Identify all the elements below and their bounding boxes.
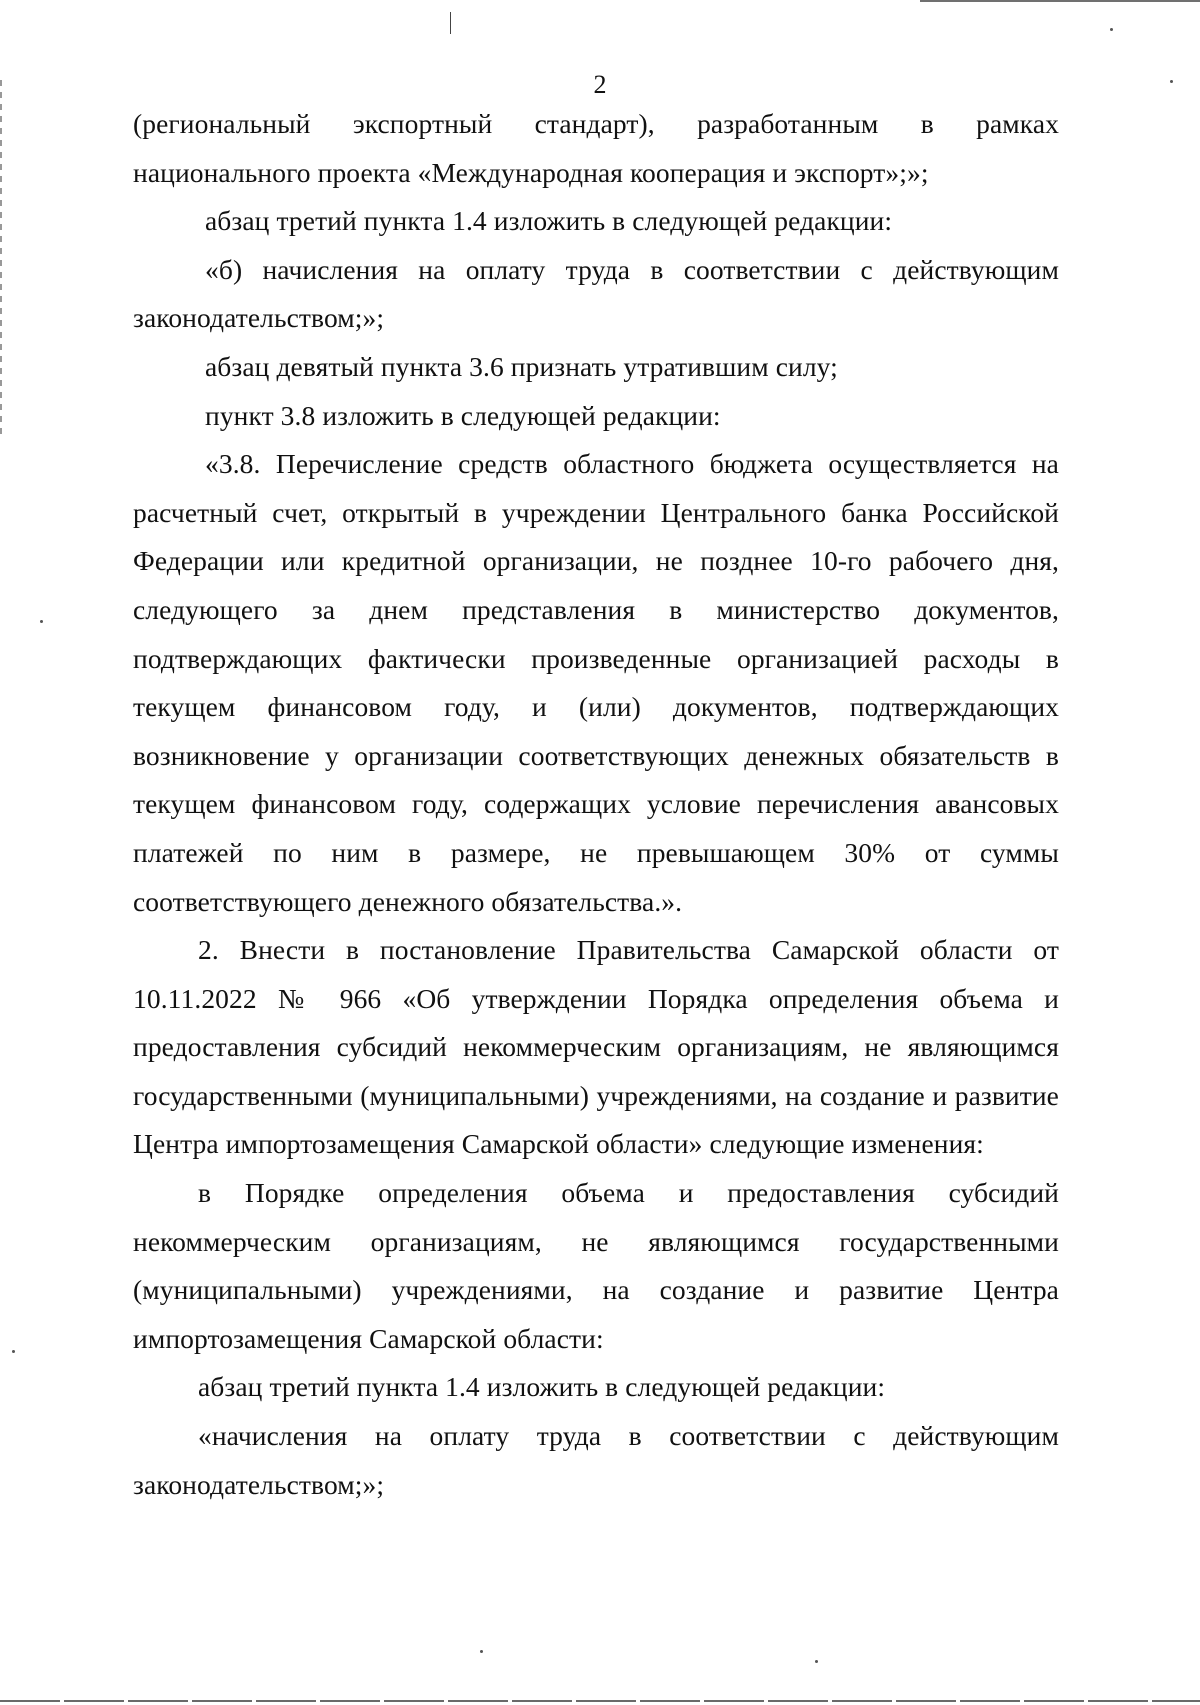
paragraph: абзац девятый пункта 3.6 признать утратившим силу; — [205, 350, 838, 382]
scan-tick-artifact — [450, 12, 451, 34]
scan-dot — [480, 1650, 483, 1653]
paragraph: пункт 3.8 изложить в следующей редакции: — [205, 399, 721, 431]
scan-dot — [815, 1660, 818, 1663]
scan-top-artifact — [920, 0, 1200, 2]
paragraph: (региональный экспортный стандарт), разработанным в рамках национального проекта «Международная кооперация и экспорт»;»; — [133, 108, 1059, 188]
scan-edge-artifact — [0, 80, 2, 440]
paragraph: в Порядке определения объема и предоставления субсидий некоммерческим организациям, не являющимся государственными (муниципальными) учреждениями, на создание и развитие Центра импортозамещения Самарской области: — [133, 1177, 1059, 1354]
scan-dot — [1110, 28, 1113, 31]
scan-dot — [40, 620, 43, 623]
page-number: 2 — [593, 70, 607, 99]
scan-bottom-artifact — [0, 1700, 1200, 1702]
paragraph: 2. Внести в постановление Правительства Самарской области от 10.11.2022 № 966 «Об утверждении Порядка определения объема и предоставления субсидий некоммерческим организациям, не являющимся государственными (муниципальными) учреждениями, на создание и развитие Центра импортозамещения Самарской области» следующие изменения: — [133, 934, 1059, 1160]
paragraph: абзац третий пункта 1.4 изложить в следующей редакции: — [205, 205, 893, 237]
paragraph: «3.8. Перечисление средств областного бюджета осуществляется на расчетный счет, открытый в учреждении Центрального банка Российской Федерации или кредитной организации, не позднее 10-го рабочего дня, следующего за днем представления в министерство документов, подтверждающих фактически произведенные организацией расходы в текущем финансовом году, и (или) документов, подтверждающих возникновение у организации соответствующих денежных обязательств в текущем финансовом году, содержащих условие перечисления авансовых платежей по ним в размере, не превышающем 30% от суммы соответствующего денежного обязательства.». — [133, 448, 1059, 917]
document-body — [133, 100, 1059, 1509]
scan-dot — [12, 1350, 15, 1353]
paragraph: «б) начисления на оплату труда в соответствии с действующим законодательством;»; — [133, 253, 1059, 334]
paragraph: абзац третий пункта 1.4 изложить в следующей редакции: — [198, 1371, 886, 1403]
paragraph: «начисления на оплату труда в соответствии с действующим законодательством;»; — [133, 1420, 1059, 1500]
